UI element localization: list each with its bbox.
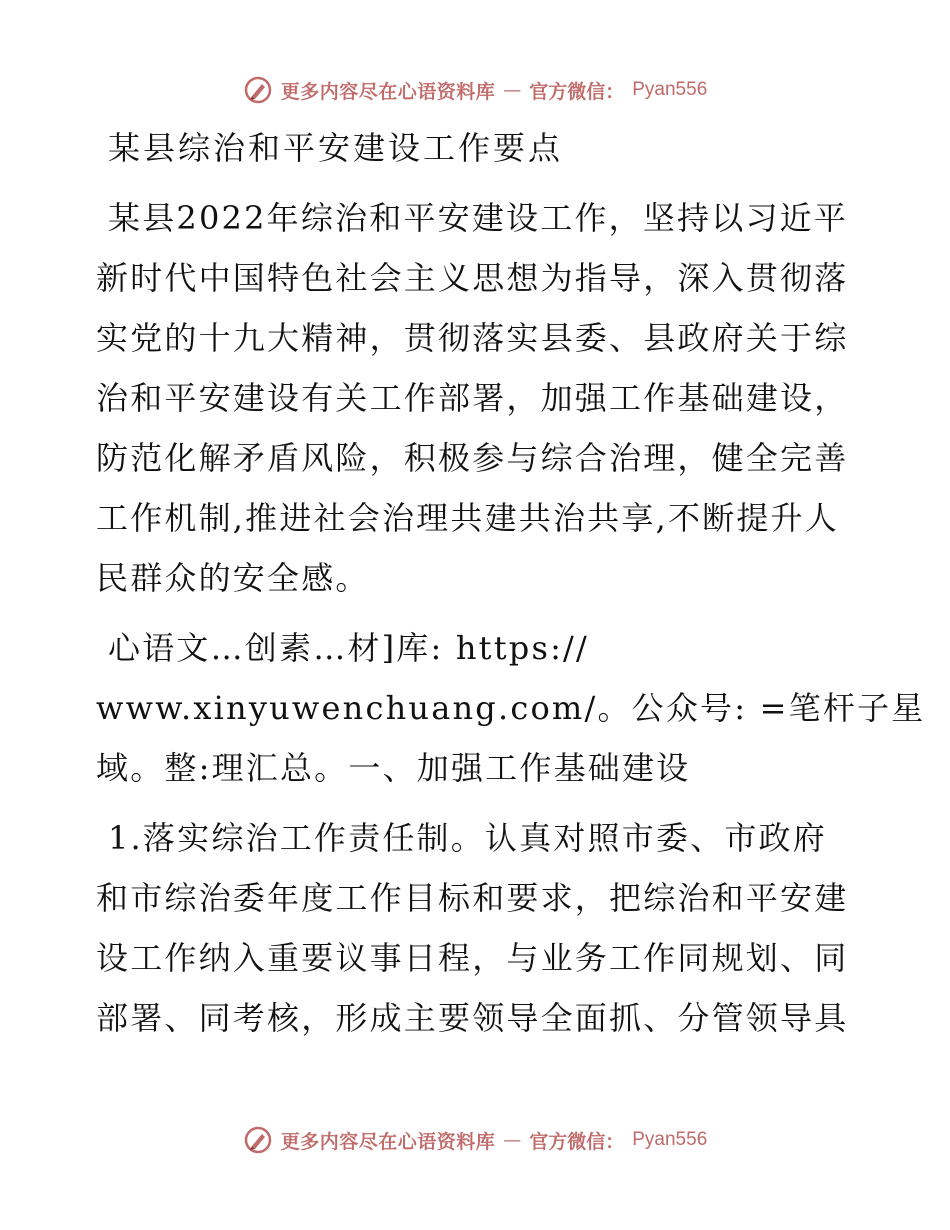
paragraph-item-1 [96, 808, 850, 1048]
banner-wechat-id: Pyan556 [632, 1129, 708, 1150]
banner-wechat-label: 官方微信： [529, 1130, 625, 1153]
text-line: 防范化解矛盾风险，积极参与综合治理，健全完善 [96, 439, 849, 477]
banner-dash: — [503, 1129, 522, 1151]
text-line: 实党的十九大精神，贯彻落实县委、县政府关于综 [96, 319, 849, 357]
text-line: 设工作纳入重要议事日程，与业务工作同规划、同 [96, 939, 849, 977]
banner-slogan: 更多内容尽在心语资料库 [280, 80, 496, 103]
text-line: 部署、同考核，形成主要领导全面抓、分管领导具 [96, 999, 849, 1037]
document-body [96, 118, 926, 1058]
text-line: www.xinyuwenchuang.com/。公众号: =笔杆子星 [96, 689, 926, 727]
document-title: 某县综治和平安建设工作要点 [108, 129, 564, 167]
header-banner [0, 70, 950, 110]
banner-wechat-id: Pyan556 [632, 79, 708, 100]
text-line: 新时代中国特色社会主义思想为指导，深入贯彻落 [96, 259, 849, 297]
paragraph-intro [96, 188, 850, 608]
text-line: 和市综治委年度工作目标和要求，把综治和平安建 [96, 879, 849, 917]
pen-logo-icon [243, 1125, 273, 1155]
text-line: 心语文…创素…材]库: https:// [108, 629, 590, 667]
text-line: 民群众的安全感。 [96, 559, 370, 597]
banner-wechat-label: 官方微信： [529, 80, 625, 103]
banner-slogan: 更多内容尽在心语资料库 [280, 1130, 496, 1153]
pen-logo-icon [243, 75, 273, 105]
text-line: 某县2022年综治和平安建设工作，坚持以习近平 [108, 199, 849, 237]
text-line: 域。整:理汇总。一、加强工作基础建设 [96, 749, 691, 787]
text-line: 1.落实综治工作责任制。认真对照市委、市政府 [108, 819, 827, 857]
footer-banner [0, 1120, 950, 1160]
banner-dash: — [503, 79, 522, 101]
text-line: 治和平安建设有关工作部署，加强工作基础建设， [96, 379, 849, 417]
text-line: 工作机制,推进社会治理共建共治共享,不断提升人 [96, 499, 839, 537]
paragraph-source [96, 618, 926, 798]
